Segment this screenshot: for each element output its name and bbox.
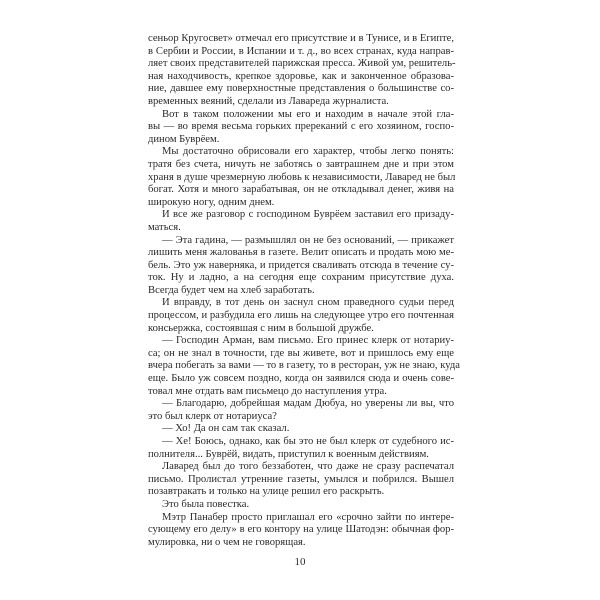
text-line: Всегда будет чем на хлеб заработать. [148,284,315,296]
text-line: вчера побегать за вами — то в газету, то в ресторан, уж не знаю, куда [148,360,460,372]
text-line: ток. Ну и ладно, а на сегодня еще сохраним присутствие духа. [148,272,454,284]
paragraph [148,109,454,147]
text-line: Вот в таком положении мы его и находим в начале этой гла- [162,108,454,120]
text-line: лишить меня жалованья в газете. Велит описать и продать мою ме- [148,247,454,259]
paragraph [148,33,454,109]
text-line: позавтракать и только на улице решил его раскрыть. [148,486,385,498]
paragraph [148,461,454,499]
text-line: еще. Было уж совсем поздно, когда он заявился сюда и очень сове- [148,373,454,385]
text-line: — Хе! Боюсь, однако, как бы это не был клерк от судебного ис- [162,436,454,447]
paragraph [148,235,454,298]
paragraph [148,209,454,234]
book-page-text [148,33,460,549]
text-line: са; он не знал в точности, где вы живете, вот и пришлось ему еще [148,347,454,359]
text-line: маться. [148,221,181,233]
text-line: — Эта гадина, — размышлял он не без оснований, — прикажет [162,234,454,246]
paragraph [148,436,454,461]
paragraph [148,512,454,550]
text-line: храня в душе чрезмерную любовь к независимости, Лаваред не был [148,171,456,183]
page-number: 10 [294,556,306,568]
text-line: И вправду, в тот день он заснул сном праведного судьи перед [162,297,454,309]
text-line: сеньор Кругосвет» отмечал его присутствие и в Тунисе, и в Египте, [148,33,454,44]
text-line: товал мне отдать вам письмецо до наступления утра. [148,385,387,397]
text-line: Мэтр Панабер просто приглашал его «срочно зайти по интере- [162,511,454,523]
text-line: это был клерк от нотариуса? [148,410,277,422]
text-line: сующему его делу» в его контору на улице Шатодэн: обычная фор- [148,524,454,536]
text-line: временных веяний, сделали из Лавареда журналиста. [148,95,389,107]
text-line: процессом, и разбудила его лишь на следующее утро его почтенная [148,310,454,322]
text-line: тратя без счета, ничуть не заботясь о завтрашнем дне и при этом [148,158,454,170]
paragraph [148,499,454,512]
text-line: Мы достаточно обрисовали его характер, чтобы легко понять: [162,146,454,158]
text-line: — Благодарю, добрейшая мадам Дюбуа, но уверены ли вы, что [162,398,454,410]
text-line: дином Буврёем. [148,133,220,145]
text-line: ная находчивость, крепкое здоровье, как и законченное образова- [148,70,454,82]
text-line: мулировка, ни о чем не говорящая. [148,536,306,548]
text-line: письмо. Пролистал утренние газеты, умылся и побрился. Вышел [148,473,454,485]
text-line: ляет своих представителей парижская пресса. Живой ум, решитель- [148,58,456,70]
text-line: богат. Хотя и много зарабатывая, он не откладывал денег, живя на [148,184,454,196]
text-line: вы — во время весьма горьких пререканий с его хозяином, госпо- [148,121,454,133]
text-line: — Господин Арман, вам письмо. Его принес клерк от нотариу- [162,335,454,347]
text-line: Это была повестка. [162,498,250,510]
text-line: бель. Это уж наверняка, и придется сваливать отсюда в течение су- [148,259,454,271]
text-line: широкую ногу, одним днем. [148,196,275,208]
text-line: в Сербии и России, в Испании и т. д., во всех странах, куда направ- [148,45,454,57]
text-line: консьержка, состоявшая с ним в большой дружбе. [148,322,374,334]
paragraph [148,297,454,335]
paragraph [148,146,454,209]
text-line: И все же разговор с господином Буврёем заставил его призаду- [162,209,454,221]
paragraph [148,423,454,436]
text-line: Лаваред был до того беззаботен, что даже не сразу распечатал [162,461,454,473]
text-line: — Хо! Да он сам так сказал. [162,423,290,435]
paragraph [148,335,460,398]
paragraph [148,398,454,423]
text-line: ние, давшее ему поверхностные представления о большинстве со- [148,83,454,95]
text-line: полнителя... Буврёй, видать, приступил к военным действиям. [148,448,429,460]
